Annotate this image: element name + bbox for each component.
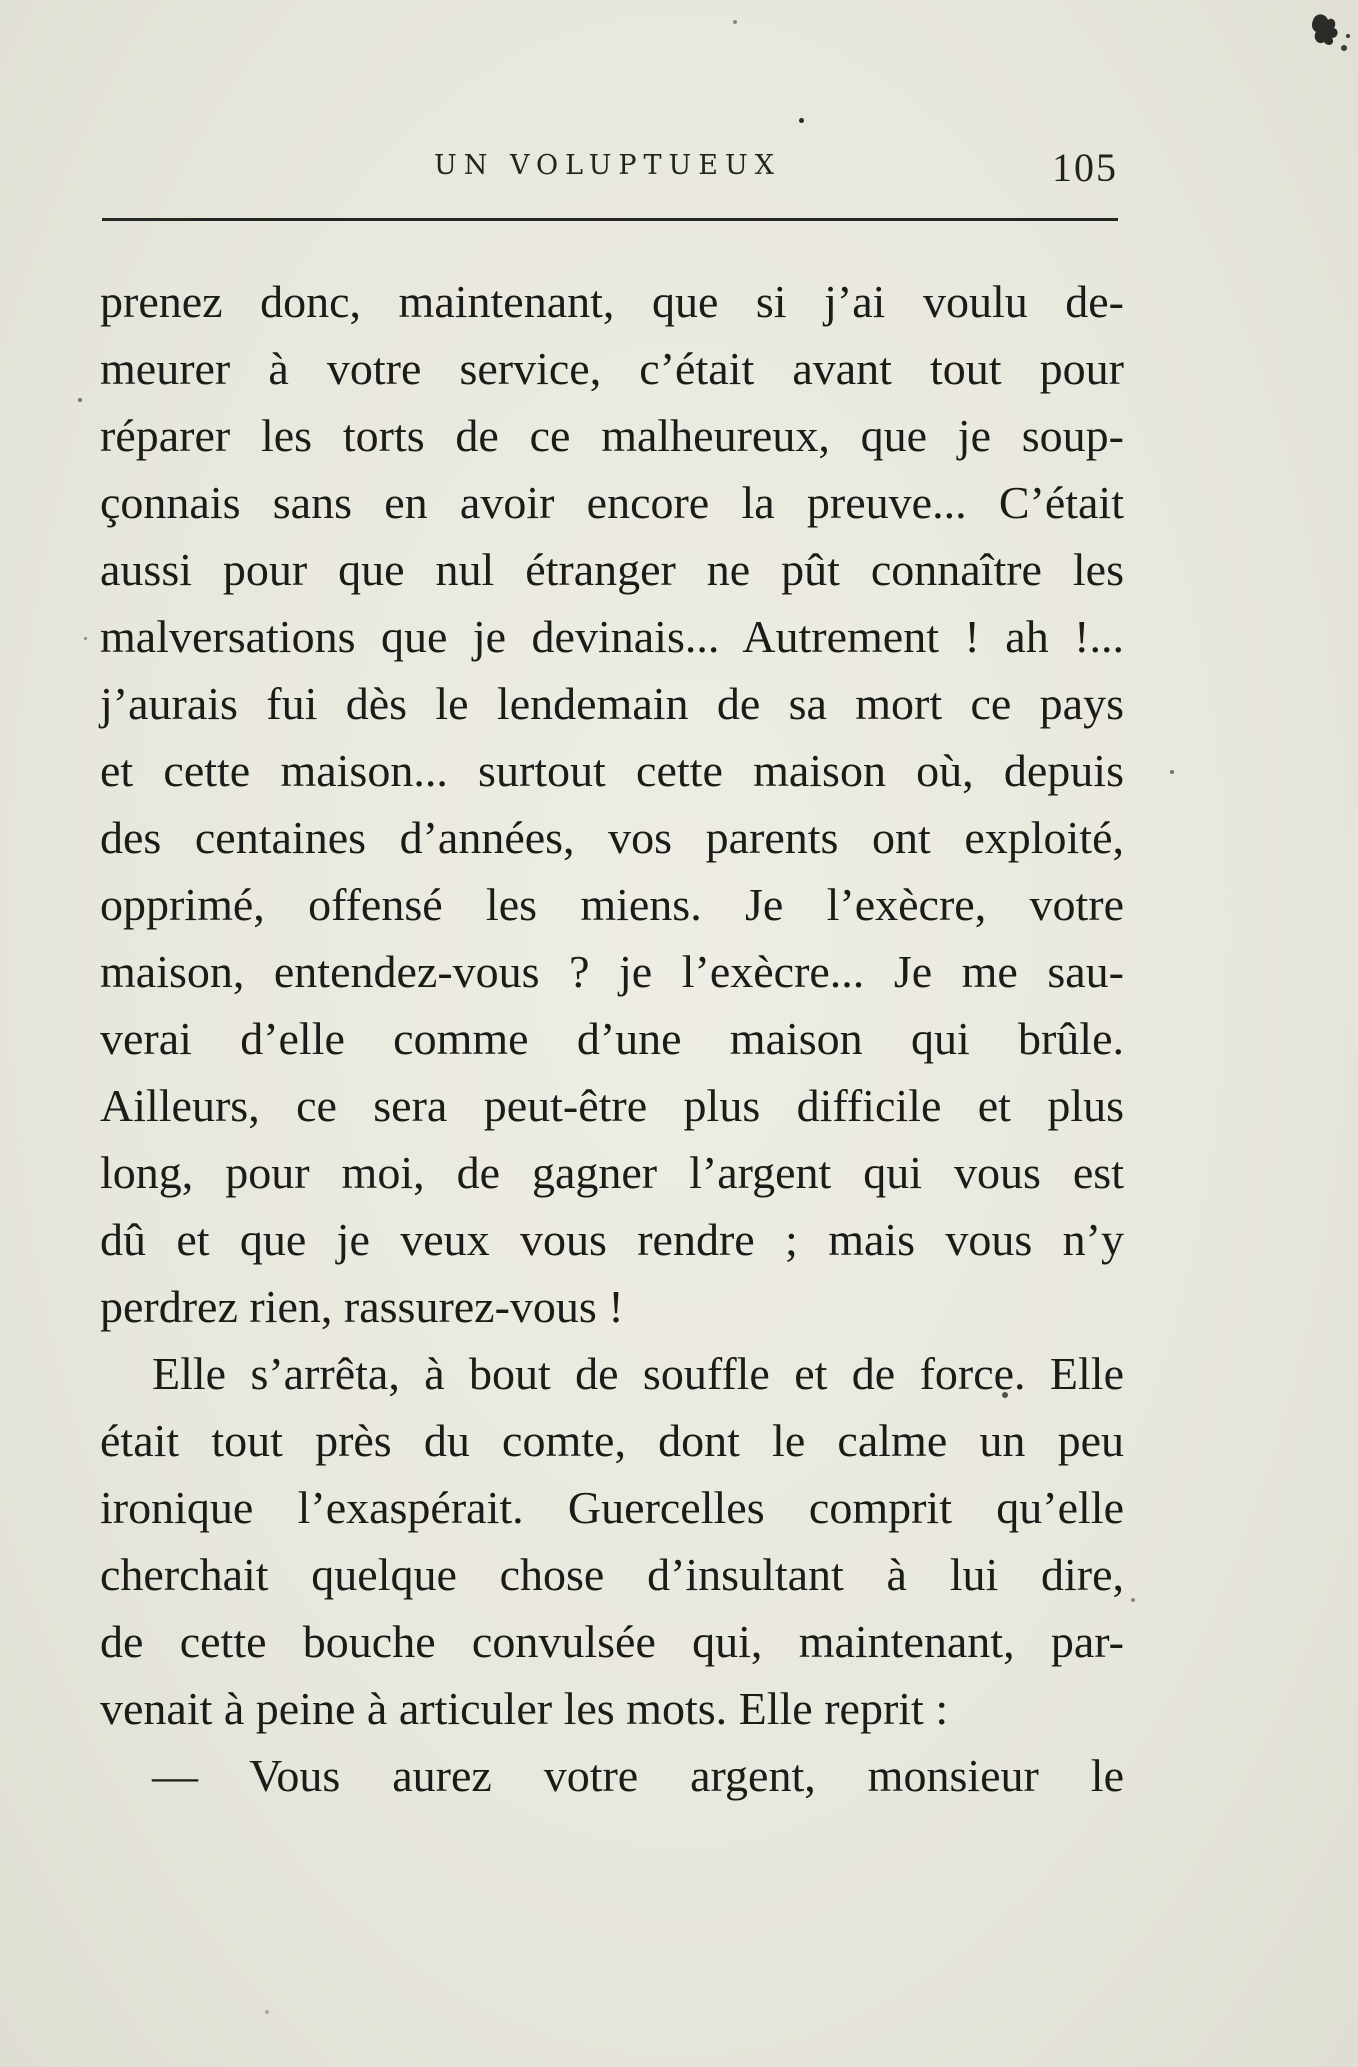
text-line: dû et que je veux vous rendre ; mais vous n’y: [100, 1214, 1124, 1265]
ink-speck: [733, 20, 737, 24]
ink-speck: [1170, 770, 1174, 774]
text-line: réparer les torts de ce malheureux, que je soup-: [100, 410, 1124, 461]
text-line: cherchait quelque chose d’insultant à lui dire,: [100, 1549, 1124, 1600]
text-line: perdrez rien, rassurez-vous !: [100, 1281, 624, 1332]
text-line: était tout près du comte, dont le calme un peu: [100, 1415, 1124, 1466]
page-number: 105: [1052, 145, 1118, 190]
text-line: Elle s’arrêta, à bout de souffle et de force. Elle: [152, 1348, 1124, 1399]
text-line: çonnais sans en avoir encore la preuve... C’était: [100, 477, 1124, 528]
text-line: verai d’elle comme d’une maison qui brûle.: [100, 1013, 1124, 1064]
text-line: — Vous aurez votre argent, monsieur le: [152, 1750, 1124, 1801]
page-corner-stain: [1308, 8, 1354, 60]
text-line: prenez donc, maintenant, que si j’ai voulu de-: [100, 276, 1124, 327]
text-line: long, pour moi, de gagner l’argent qui vous est: [100, 1147, 1124, 1198]
text-line: aussi pour que nul étranger ne pût connaître les: [100, 544, 1124, 595]
text-line: venait à peine à articuler les mots. Elle reprit :: [100, 1683, 949, 1734]
text-line: malversations que je devinais... Autrement ! ah !...: [100, 611, 1124, 662]
text-line: ironique l’exaspérait. Guercelles comprit qu’elle: [100, 1482, 1124, 1533]
text-line: de cette bouche convulsée qui, maintenant, par-: [100, 1616, 1124, 1667]
ink-speck: [265, 2010, 269, 2014]
text-line: des centaines d’années, vos parents ont exploité,: [100, 812, 1124, 863]
ink-speck: [799, 118, 804, 123]
ink-speck: [78, 398, 82, 402]
body-text: [100, 268, 1124, 1809]
running-title: UN VOLUPTUEUX: [434, 150, 781, 181]
running-header: [100, 145, 1122, 200]
text-line: j’aurais fui dès le lendemain de sa mort ce pays: [100, 678, 1124, 729]
text-line: Ailleurs, ce sera peut-être plus difficile et plus: [100, 1080, 1124, 1131]
ink-speck: [84, 637, 87, 640]
text-line: meurer à votre service, c’était avant tout pour: [100, 343, 1124, 394]
text-line: et cette maison... surtout cette maison où, depuis: [100, 745, 1124, 796]
header-rule: [102, 218, 1118, 221]
text-line: opprimé, offensé les miens. Je l’exècre, votre: [100, 879, 1124, 930]
ink-speck: [1131, 1598, 1135, 1602]
text-line: maison, entendez-vous ? je l’exècre... Je me sau-: [100, 946, 1124, 997]
